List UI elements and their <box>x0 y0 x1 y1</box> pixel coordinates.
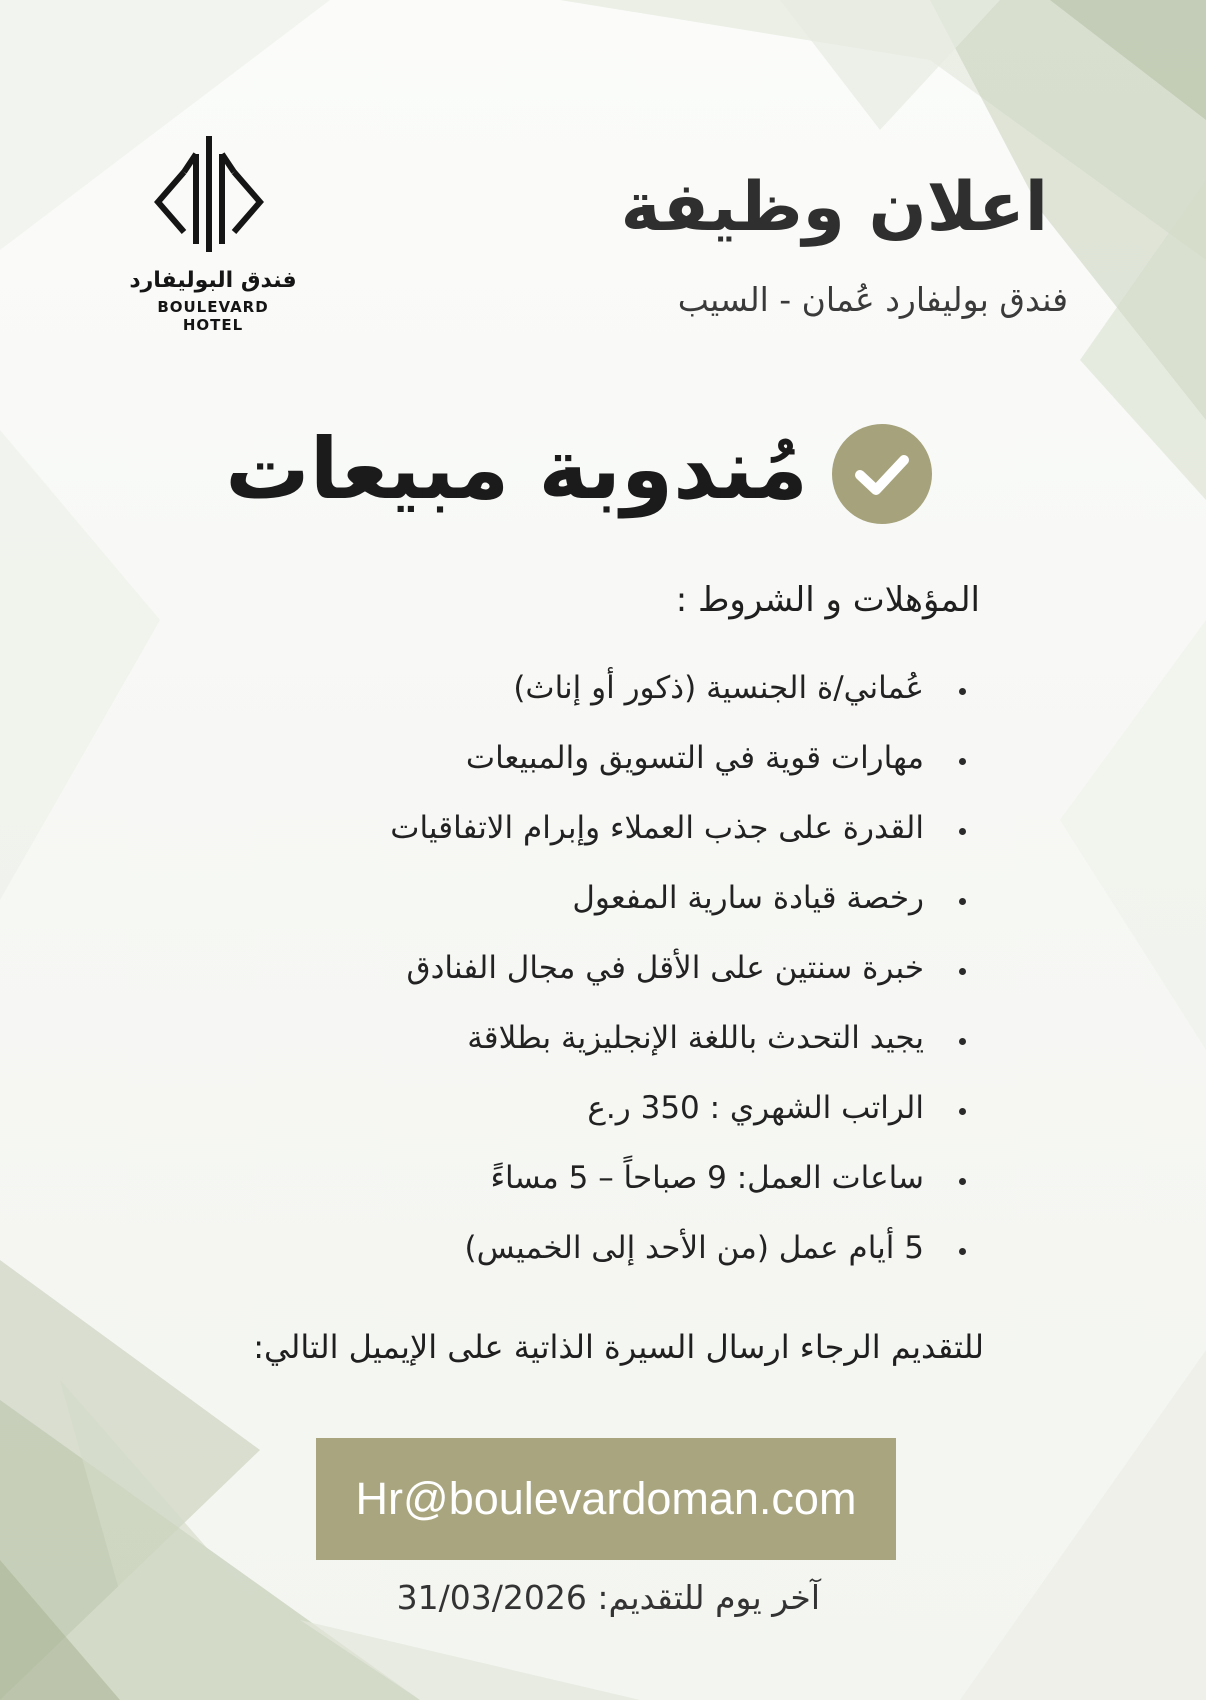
logo-name-english: BOULEVARD HOTEL <box>157 298 269 334</box>
job-title: مُندوبة مبيعات <box>225 420 808 518</box>
check-badge <box>832 424 932 524</box>
deadline-date: 31/03/2026 <box>396 1578 587 1617</box>
bullet-icon <box>959 758 966 765</box>
deadline-label: آخر يوم للتقديم: <box>597 1578 820 1617</box>
apply-instruction: للتقديم الرجاء ارسال السيرة الذاتية على الإيميل التالي: <box>253 1328 984 1366</box>
list-item <box>124 810 924 880</box>
bullet-icon <box>959 1178 966 1185</box>
list-item <box>124 740 924 810</box>
logo-mark-icon <box>154 132 264 256</box>
deadline <box>397 1578 820 1617</box>
list-item <box>124 1160 924 1230</box>
list-item-text: يجيد التحدث باللغة الإنجليزية بطلاقة <box>467 1020 924 1056</box>
bullet-icon <box>959 898 966 905</box>
check-icon <box>832 424 932 524</box>
list-item-text: 5 أيام عمل (من الأحد إلى الخميس) <box>464 1230 924 1266</box>
list-item <box>124 1020 924 1090</box>
list-item <box>124 880 924 950</box>
list-item-text: عُماني/ة الجنسية (ذكور أو إناث) <box>513 670 924 706</box>
list-item <box>124 1230 924 1300</box>
page-title: اعلان وظيفة <box>620 168 1048 247</box>
list-item-text: ساعات العمل: 9 صباحاً – 5 مساءً <box>490 1160 924 1196</box>
bullet-icon <box>959 968 966 975</box>
list-item-text: الراتب الشهري : 350 ر.ع <box>587 1090 924 1126</box>
list-item <box>124 1090 924 1160</box>
list-item-text: مهارات قوية في التسويق والمبيعات <box>465 740 924 776</box>
hotel-logo <box>128 132 298 334</box>
list-item-text: رخصة قيادة سارية المفعول <box>572 880 924 916</box>
bullet-icon <box>959 688 966 695</box>
email-box <box>316 1438 896 1560</box>
bullet-icon <box>959 1248 966 1255</box>
bullet-icon <box>959 1038 966 1045</box>
qualifications-list <box>124 670 924 1300</box>
qualifications-heading: المؤهلات و الشروط : <box>675 580 980 620</box>
bullet-icon <box>959 828 966 835</box>
list-item-text: القدرة على جذب العملاء وإبرام الاتفاقيات <box>390 810 924 846</box>
list-item <box>124 670 924 740</box>
bullet-icon <box>959 1108 966 1115</box>
email-link[interactable]: Hr@boulevardoman.com <box>355 1473 857 1524</box>
list-item <box>124 950 924 1020</box>
list-item-text: خبرة سنتين على الأقل في مجال الفنادق <box>406 950 924 986</box>
page-subtitle: فندق بوليفارد عُمان - السيب <box>677 280 1068 319</box>
logo-name-arabic: فندق البوليفارد <box>129 268 297 293</box>
